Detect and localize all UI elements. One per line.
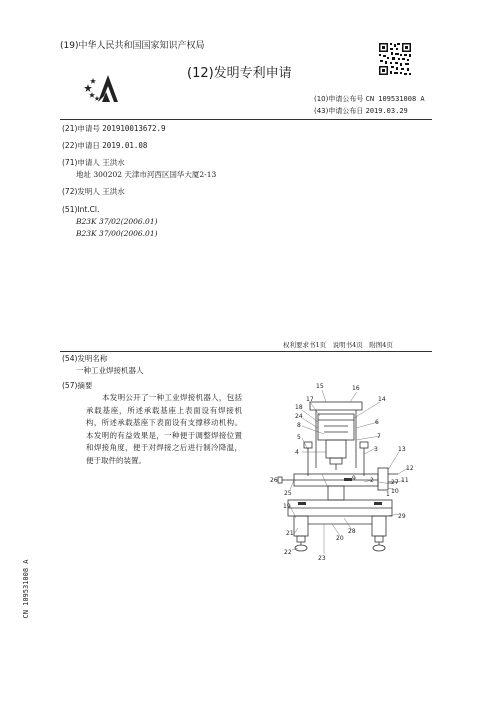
publication-date-line — [314, 107, 408, 116]
figure-label-1: 1 — [386, 491, 390, 498]
figure-label-17: 17 — [306, 396, 314, 403]
figure-label-21: 21 — [286, 530, 294, 537]
publication-number-label: (10)申请公布号 — [314, 95, 364, 103]
figure-label-8: 8 — [297, 422, 301, 429]
figure-label-2: 2 — [370, 477, 374, 484]
figure-label-13: 13 — [398, 446, 406, 453]
side-publication-number: CN 109531008 A — [22, 559, 30, 619]
header-divider — [60, 119, 432, 120]
figure-label-3: 3 — [374, 446, 378, 453]
application-date-line — [62, 141, 147, 151]
application-number: 201910013672.9 — [102, 124, 166, 133]
abstract-figure — [264, 378, 414, 566]
figure-label-29: 29 — [398, 513, 406, 520]
abstract-text: 本发明公开了一种工业焊接机器人，包括承载基座，所述承载基座上表面设有焊接机构，所述承载基座下表面设有支撑移动机构。本发明的有益效果是，一种便于调整焊接位置和焊接角度，便于对焊接之后进行制冷降温，便于取件的装置。 — [86, 393, 242, 465]
figure-label-4: 4 — [295, 449, 299, 456]
invention-title: 一种工业焊接机器人 — [76, 366, 144, 375]
bib-divider — [60, 351, 432, 352]
figure-label-16: 16 — [352, 385, 360, 392]
applicant-line — [62, 158, 125, 168]
applicant-label: (71)申请人 — [62, 158, 100, 167]
application-date-label: (22)申请日 — [62, 141, 100, 150]
figure-label-10: 10 — [391, 488, 399, 495]
application-number-line — [62, 124, 166, 134]
page-counts: 权利要求书1页 说明书4页 附图4页 — [283, 341, 393, 349]
application-date: 2019.01.08 — [102, 141, 148, 150]
figure-label-28: 28 — [348, 528, 356, 535]
address-value: 300202 天津市河西区国华大厦2-13 — [93, 170, 217, 179]
inventor-label: (72)发明人 — [62, 187, 100, 196]
publication-date-label: (43)申请公布日 — [314, 107, 364, 115]
application-number-label: (21)申请号 — [62, 124, 100, 133]
address-line — [76, 170, 216, 180]
publication-date: 2019.03.29 — [365, 107, 408, 115]
intcl-class-2: B23K 37/00(2006.01) — [76, 229, 158, 238]
cnipa-logo-icon — [84, 72, 128, 104]
figure-label-12: 12 — [406, 465, 414, 472]
figure-label-27: 27 — [391, 479, 399, 486]
address-label: 地址 — [76, 170, 91, 179]
figure-label-7: 7 — [377, 433, 381, 440]
abstract-label: (57)摘要 — [62, 381, 93, 390]
publication-number: CN 109531008 A — [365, 95, 425, 103]
figure-label-19: 19 — [283, 503, 291, 510]
figure-label-24: 24 — [295, 413, 303, 420]
figure-label-18: 18 — [295, 404, 303, 411]
figure-label-15: 15 — [316, 383, 324, 390]
intcl-label: (51)Int.Cl. — [62, 205, 100, 214]
document-type-title: (12)发明专利申请 — [187, 66, 292, 81]
inventor-name: 王洪水 — [102, 187, 125, 196]
figure-label-23: 23 — [318, 555, 326, 562]
figure-label-5: 5 — [297, 434, 301, 441]
qr-code-icon — [378, 42, 412, 76]
figure-label-9: 9 — [352, 475, 356, 482]
applicant-name: 王洪水 — [102, 158, 125, 167]
publication-number-line — [314, 95, 425, 104]
figure-label-6: 6 — [375, 419, 379, 426]
figure-label-20: 20 — [336, 535, 344, 542]
figure-label-25: 25 — [284, 490, 292, 497]
figure-label-11: 11 — [401, 477, 409, 484]
figure-label-14: 14 — [378, 396, 386, 403]
office-name: (19)中华人民共和国国家知识产权局 — [60, 41, 205, 51]
intcl-class-1: B23K 37/02(2006.01) — [76, 217, 158, 226]
inventor-line — [62, 187, 125, 197]
title-label: (54)发明名称 — [62, 354, 108, 363]
figure-label-22: 22 — [284, 549, 292, 556]
figure-label-26: 26 — [270, 477, 278, 484]
